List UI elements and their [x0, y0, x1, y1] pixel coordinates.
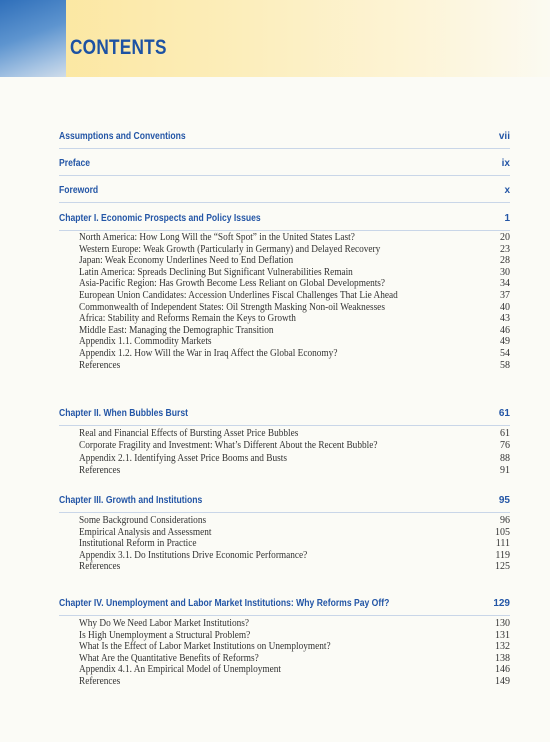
- toc-entry-page: 58: [500, 359, 510, 371]
- toc-section-page: 61: [498, 408, 510, 419]
- toc-entry-page: 119: [495, 549, 510, 561]
- section-divider: [59, 148, 510, 149]
- toc-entry[interactable]: European Union Candidates: Accession Underlines Fiscal Challenges That Lie Ahead: [79, 290, 398, 301]
- toc-entry[interactable]: Commonwealth of Independent States: Oil Strength Masking Non-oil Weaknesses: [79, 301, 385, 313]
- toc-entry-page: 91: [500, 464, 510, 476]
- toc-entry[interactable]: Appendix 1.1. Commodity Markets: [79, 336, 212, 348]
- toc-section-page: vii: [498, 131, 510, 142]
- toc-entry-page: 131: [495, 629, 510, 641]
- toc-entry-page: 132: [495, 641, 510, 653]
- toc-entry[interactable]: References: [79, 359, 121, 371]
- page-title: CONTENTS: [70, 36, 167, 59]
- toc-entry-page: 37: [500, 290, 510, 301]
- toc-entry[interactable]: Appendix 4.1. An Empirical Model of Unemployment: [79, 664, 281, 676]
- toc-entry-page: 96: [500, 515, 510, 526]
- toc-section-heading[interactable]: Chapter II. When Bubbles Burst: [59, 408, 189, 419]
- section-divider: [59, 615, 510, 616]
- toc-entry-page: 111: [495, 538, 510, 550]
- toc-entry-page: 20: [500, 232, 510, 243]
- toc-entry-page: 49: [500, 336, 510, 348]
- toc-entry-page: 61: [500, 428, 510, 439]
- toc-entry[interactable]: References: [79, 676, 121, 687]
- toc-entry[interactable]: Appendix 3.1. Do Institutions Drive Economic Performance?: [79, 549, 308, 561]
- toc-entry[interactable]: North America: How Long Will the “Soft Spot” in the United States Last?: [79, 232, 355, 243]
- toc-entry-page: 46: [500, 324, 510, 336]
- toc-section-heading[interactable]: Chapter III. Growth and Institutions: [59, 495, 203, 506]
- toc-entry[interactable]: Some Background Considerations: [79, 515, 207, 526]
- toc-entry-page: 54: [500, 348, 510, 359]
- toc-section-heading[interactable]: Assumptions and Conventions: [59, 131, 186, 142]
- toc-entry-page: 43: [500, 313, 510, 325]
- toc-entry-page: 40: [500, 301, 510, 313]
- toc-entry[interactable]: Institutional Reform in Practice: [79, 538, 197, 550]
- toc-entry[interactable]: Africa: Stability and Reforms Remain the Keys to Growth: [79, 313, 296, 325]
- toc-section-page: 129: [493, 598, 510, 609]
- toc-entry[interactable]: Corporate Fragility and Investment: What’s Different About the Recent Bubble?: [79, 440, 378, 452]
- toc-entry[interactable]: References: [79, 464, 121, 476]
- corner-accent: [0, 0, 66, 77]
- toc-section-page: ix: [501, 158, 510, 169]
- toc-entry[interactable]: Latin America: Spreads Declining But Significant Vulnerabilities Remain: [79, 266, 353, 278]
- toc-entry[interactable]: References: [79, 561, 121, 573]
- toc-entry[interactable]: Japan: Weak Economy Underlines Need to End Deflation: [79, 255, 294, 267]
- toc-entry[interactable]: Real and Financial Effects of Bursting Asset Price Bubbles: [79, 428, 299, 439]
- toc-entry-page: 23: [500, 243, 510, 255]
- toc-entry-page: 105: [495, 526, 510, 538]
- toc-entry-page: 125: [495, 561, 510, 573]
- toc-entry[interactable]: Western Europe: Weak Growth (Particularly in Germany) and Delayed Recovery: [79, 243, 381, 255]
- section-divider: [59, 202, 510, 203]
- section-divider: [59, 230, 510, 231]
- toc-entry[interactable]: Empirical Analysis and Assessment: [79, 526, 212, 538]
- toc-entry-page: 30: [500, 266, 510, 278]
- toc-entry[interactable]: Appendix 1.2. How Will the War in Iraq Affect the Global Economy?: [79, 348, 338, 359]
- toc-section-heading[interactable]: Foreword: [59, 185, 99, 196]
- toc-section-page: 95: [498, 495, 510, 506]
- toc-entry[interactable]: What Is the Effect of Labor Market Institutions on Unemployment?: [79, 641, 331, 653]
- toc-entry[interactable]: Why Do We Need Labor Market Institutions?: [79, 618, 250, 629]
- toc-section-heading[interactable]: Chapter I. Economic Prospects and Policy Issues: [59, 213, 261, 224]
- section-divider: [59, 512, 510, 513]
- toc-entry-page: 149: [495, 676, 510, 687]
- toc-section-heading[interactable]: Chapter IV. Unemployment and Labor Market Institutions: Why Reforms Pay Off?: [59, 598, 390, 609]
- toc-section-heading[interactable]: Preface: [59, 158, 91, 169]
- toc-entry[interactable]: Appendix 2.1. Identifying Asset Price Booms and Busts: [79, 452, 287, 464]
- toc-entry-page: 34: [500, 278, 510, 290]
- toc-entry[interactable]: Is High Unemployment a Structural Problem?: [79, 629, 251, 641]
- toc-entry-page: 28: [500, 255, 510, 267]
- toc-entry-page: 138: [495, 652, 510, 664]
- toc-entry[interactable]: What Are the Quantitative Benefits of Reforms?: [79, 652, 259, 664]
- toc-entry-page: 146: [495, 664, 510, 676]
- toc-entry[interactable]: Asia-Pacific Region: Has Growth Become Less Reliant on Global Developments?: [79, 278, 386, 290]
- toc-entry-page: 130: [495, 618, 510, 629]
- section-divider: [59, 175, 510, 176]
- toc-section-page: 1: [504, 213, 510, 224]
- section-divider: [59, 425, 510, 426]
- toc-section-page: x: [504, 185, 510, 196]
- toc-entry[interactable]: Middle East: Managing the Demographic Transition: [79, 324, 274, 336]
- toc-entry-page: 88: [500, 452, 510, 464]
- toc-entry-page: 76: [500, 440, 510, 452]
